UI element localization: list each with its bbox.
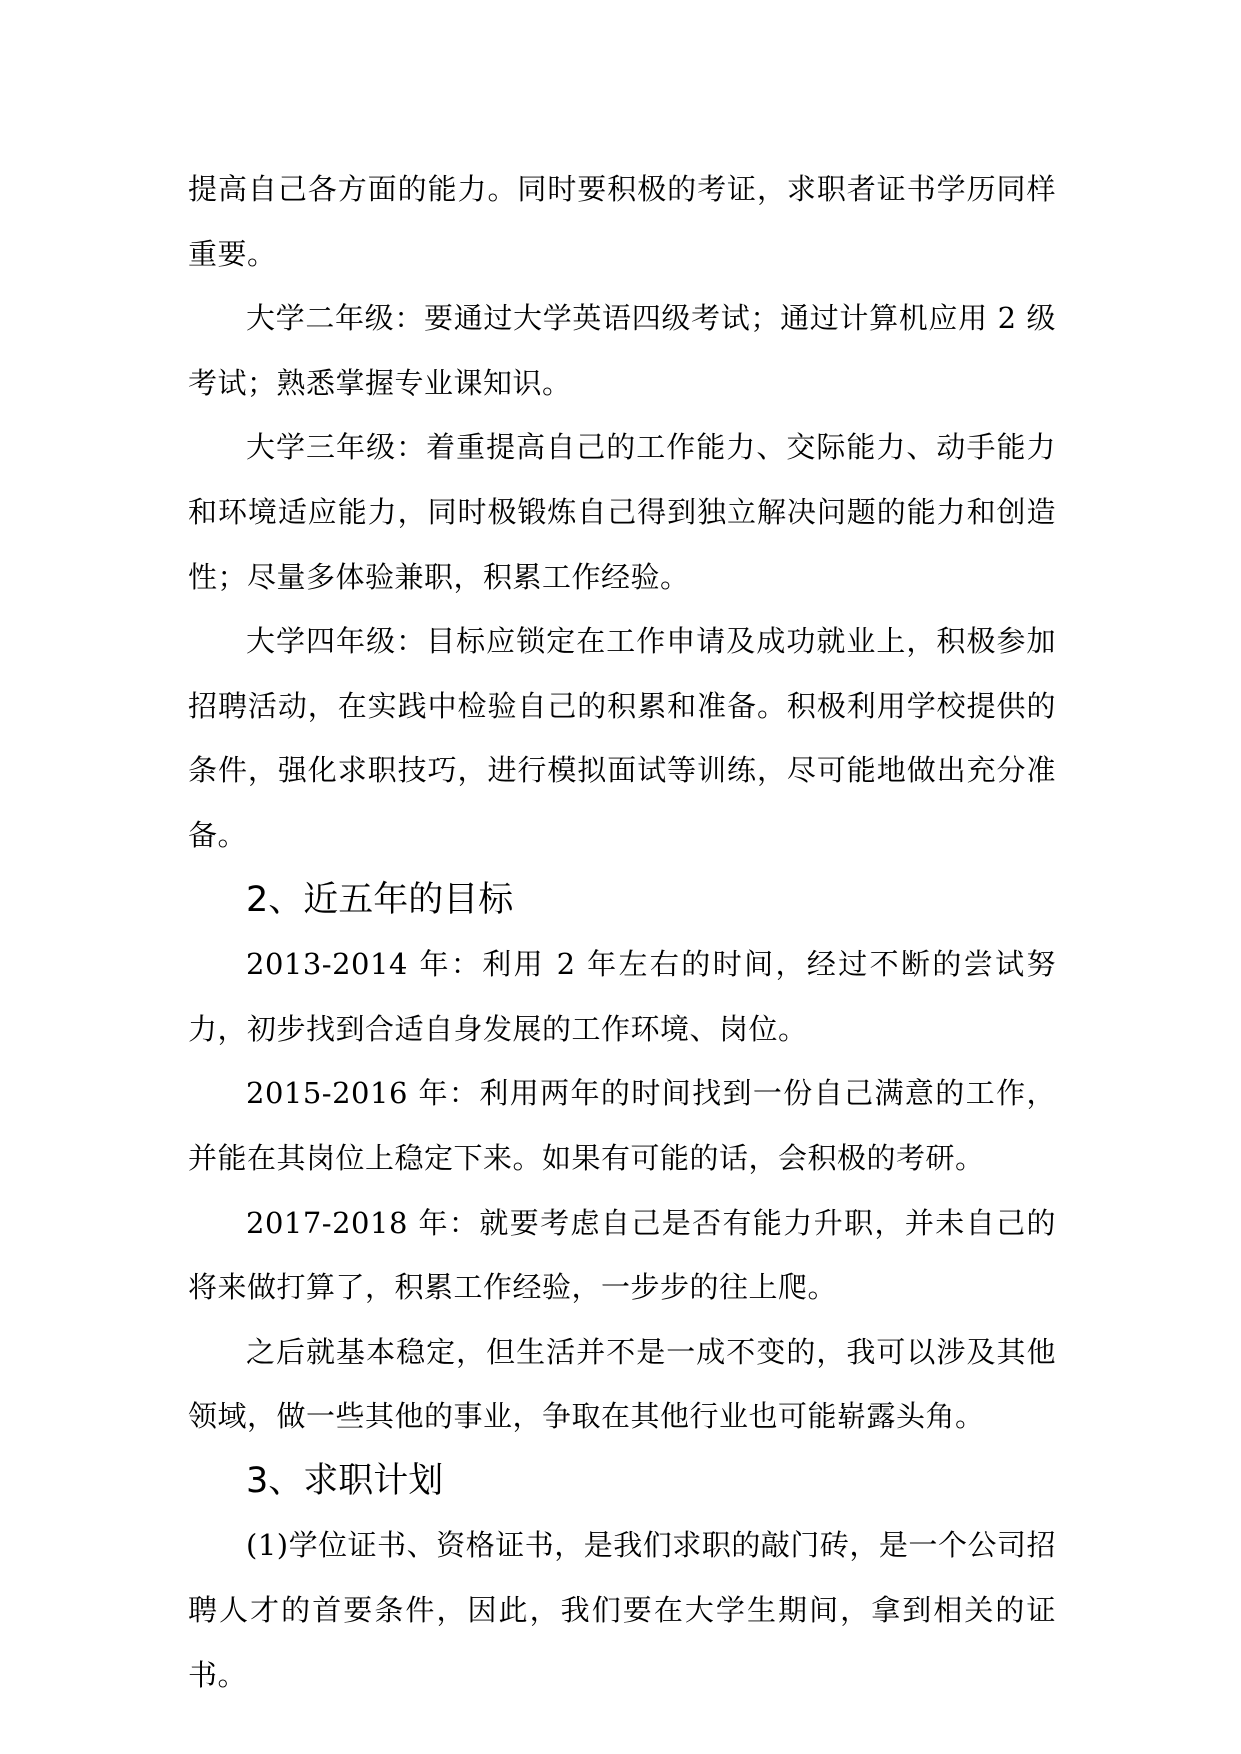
section-heading-job-plan: 3、求职计划 — [246, 1460, 444, 1501]
paragraph-2017-2018: 2017-2018 年：就要考虑自己是否有能力升职，并未自己的将来做打算了，积累工作经验，一步步的往上爬。 — [188, 1205, 1056, 1305]
paragraph-afterwards: 之后就基本稳定，但生活并不是一成不变的，我可以涉及其他领域，做一些其他的事业，争取在其他行业也可能崭露头角。 — [188, 1334, 1056, 1434]
paragraph-fourth-year: 大学四年级：目标应锁定在工作申请及成功就业上，积极参加招聘活动，在实践中检验自己的积累和准备。积极利用学校提供的条件，强化求职技巧，进行模拟面试等训练，尽可能地做出充分准备。 — [188, 624, 1056, 852]
document-body — [188, 157, 1056, 1707]
paragraph-second-year: 大学二年级：要通过大学英语四级考试；通过计算机应用 2 级考试；熟悉掌握专业课知识。 — [188, 301, 1056, 400]
section-heading-five-year-goals: 2、近五年的目标 — [246, 879, 514, 920]
paragraph-certificates: (1)学位证书、资格证书，是我们求职的敲门砖，是一个公司招聘人才的首要条件，因此，我们要在大学生期间，拿到相关的证书。 — [188, 1528, 1056, 1692]
paragraph-2013-2014: 2013-2014 年：利用 2 年左右的时间，经过不断的尝试努力，初步找到合适自身发展的工作环境、岗位。 — [188, 947, 1056, 1046]
paragraph-third-year: 大学三年级：着重提高自己的工作能力、交际能力、动手能力和环境适应能力，同时极锻炼自己得到独立解决问题的能力和创造性；尽量多体验兼职，积累工作经验。 — [188, 430, 1056, 594]
paragraph-study-abilities-continued: 提高自己各方面的能力。同时要积极的考证，求职者证书学历同样重要。 — [188, 172, 1056, 271]
paragraph-2015-2016: 2015-2016 年：利用两年的时间找到一份自己满意的工作，并能在其岗位上稳定下来。如果有可能的话，会积极的考研。 — [188, 1076, 1056, 1175]
